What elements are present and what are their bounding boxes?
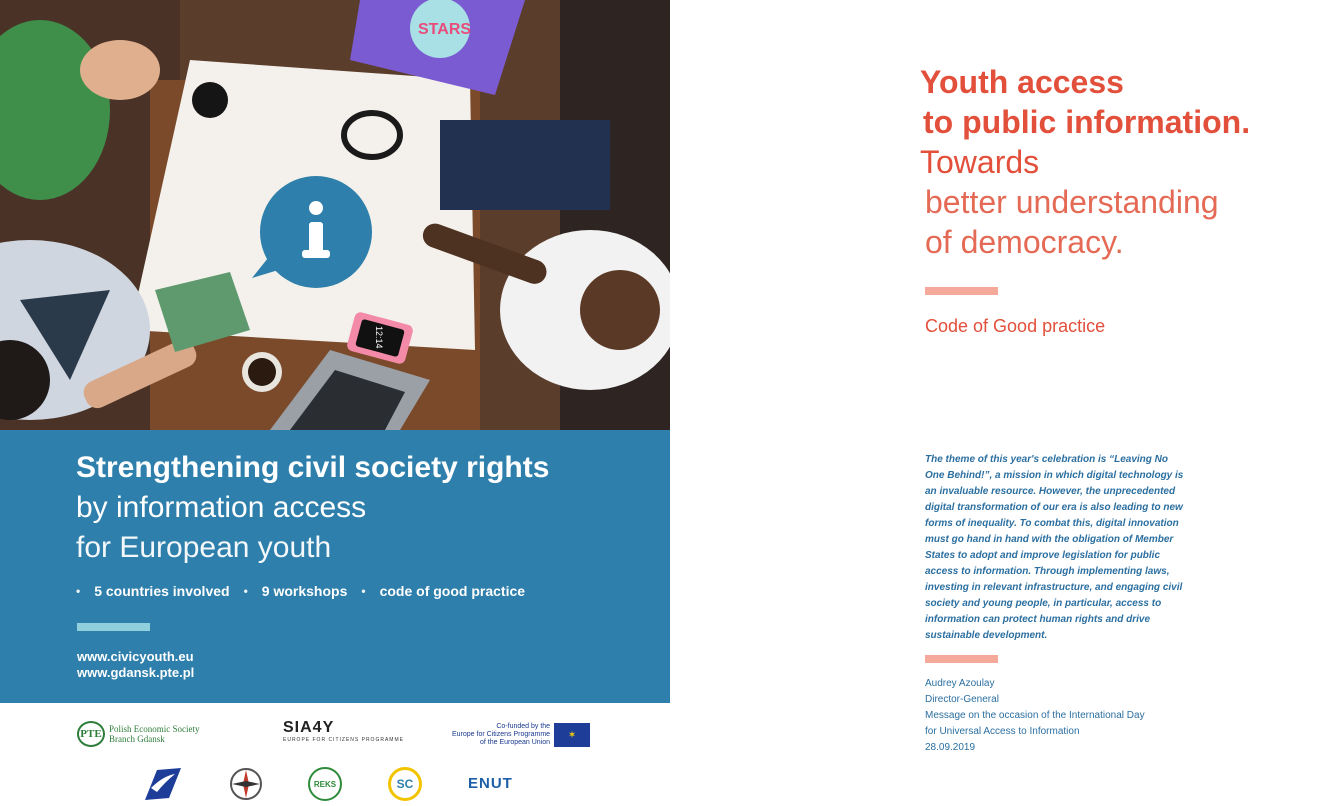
title-line2: to public information. — [923, 104, 1251, 140]
bird-logo — [143, 766, 183, 802]
panel-divider — [77, 623, 150, 631]
sia4y-name: SIA4Y — [283, 719, 335, 736]
panel-title-line3: for European youth — [76, 531, 332, 564]
phone-time: 12:14 — [374, 326, 384, 349]
bullet-dot-icon: • — [76, 584, 81, 598]
info-panel — [0, 430, 670, 703]
quote-text: The theme of this year's celebration is “Leaving No One Behind!”, a mission in which digital technology is an invaluable resource. However, the unprecedented digital transformation of our era is also leading to new forms of inequality. To combat this, digital innovation must go hand in hand with the obligation of Member States to adopt and improve legislation for public access to information. Through implementing laws, investing in relevant infrastructure, and engaging civil society and young people, in particular, access to information can protect human rights and drive sustainable development. — [925, 454, 1184, 641]
eu-line3: of the European Union — [479, 739, 551, 746]
title-line5: of democracy. — [925, 224, 1124, 260]
title-line4: better understanding — [925, 184, 1219, 220]
sia4y-logo — [283, 719, 404, 743]
attribution — [925, 676, 1145, 756]
bullet-list — [76, 583, 525, 599]
bullet-item: 9 workshops — [261, 583, 348, 599]
cover-photo-illustration — [0, 0, 670, 430]
eu-cofunded-logo — [452, 723, 590, 747]
quote-divider — [925, 655, 998, 663]
attribution-line4: for Universal Access to Information — [925, 726, 1080, 737]
compass-logo — [229, 767, 263, 801]
title-line3: Towards — [920, 144, 1040, 180]
bullet-item: 5 countries involved — [94, 583, 230, 599]
eu-line2: Europe for Citizens Programme — [452, 731, 551, 738]
bullet-item: code of good practice — [379, 583, 526, 599]
record-label: STARS — [418, 21, 472, 38]
compass-icon — [229, 767, 263, 801]
reks-logo: REKS — [308, 767, 342, 801]
eu-line1: Co-funded by the — [496, 723, 551, 730]
url-list — [77, 649, 194, 681]
page-title — [920, 62, 1330, 262]
sc-logo: SC — [388, 767, 422, 801]
title-line1: Youth access — [920, 64, 1124, 100]
pte-mark: PTE — [77, 721, 105, 747]
pte-logo — [77, 721, 200, 747]
subtitle: Code of Good practice — [925, 316, 1106, 336]
enut-logo: ENUT — [468, 775, 513, 792]
attribution-name: Audrey Azoulay — [925, 678, 995, 689]
pte-name — [109, 724, 200, 744]
pte-name-line1: Polish Economic Society — [109, 724, 200, 734]
cover-photo — [0, 0, 670, 430]
pte-name-line2: Branch Gdansk — [109, 734, 165, 744]
panel-title-line1: Strengthening civil society rights — [76, 451, 550, 484]
sia4y-subtitle: EUROPE FOR CITIZENS PROGRAMME — [283, 737, 404, 743]
bullet-dot-icon: • — [243, 584, 248, 598]
partner-logos — [0, 703, 670, 806]
title-divider — [925, 287, 998, 295]
url-link[interactable]: www.gdansk.pte.pl — [77, 665, 195, 680]
panel-title-line2: by information access — [76, 491, 367, 524]
attribution-role: Director-General — [925, 694, 999, 705]
attribution-date: 28.09.2019 — [925, 742, 976, 753]
attribution-line3: Message on the occasion of the International Day — [925, 710, 1145, 721]
eu-cofunded-text — [452, 723, 550, 747]
url-link[interactable]: www.civicyouth.eu — [77, 649, 194, 664]
bullet-dot-icon: • — [361, 584, 366, 598]
right-page — [670, 0, 1338, 806]
panel-title — [76, 448, 656, 568]
eu-flag-icon: ✶ — [554, 723, 590, 747]
bird-icon — [143, 766, 183, 802]
